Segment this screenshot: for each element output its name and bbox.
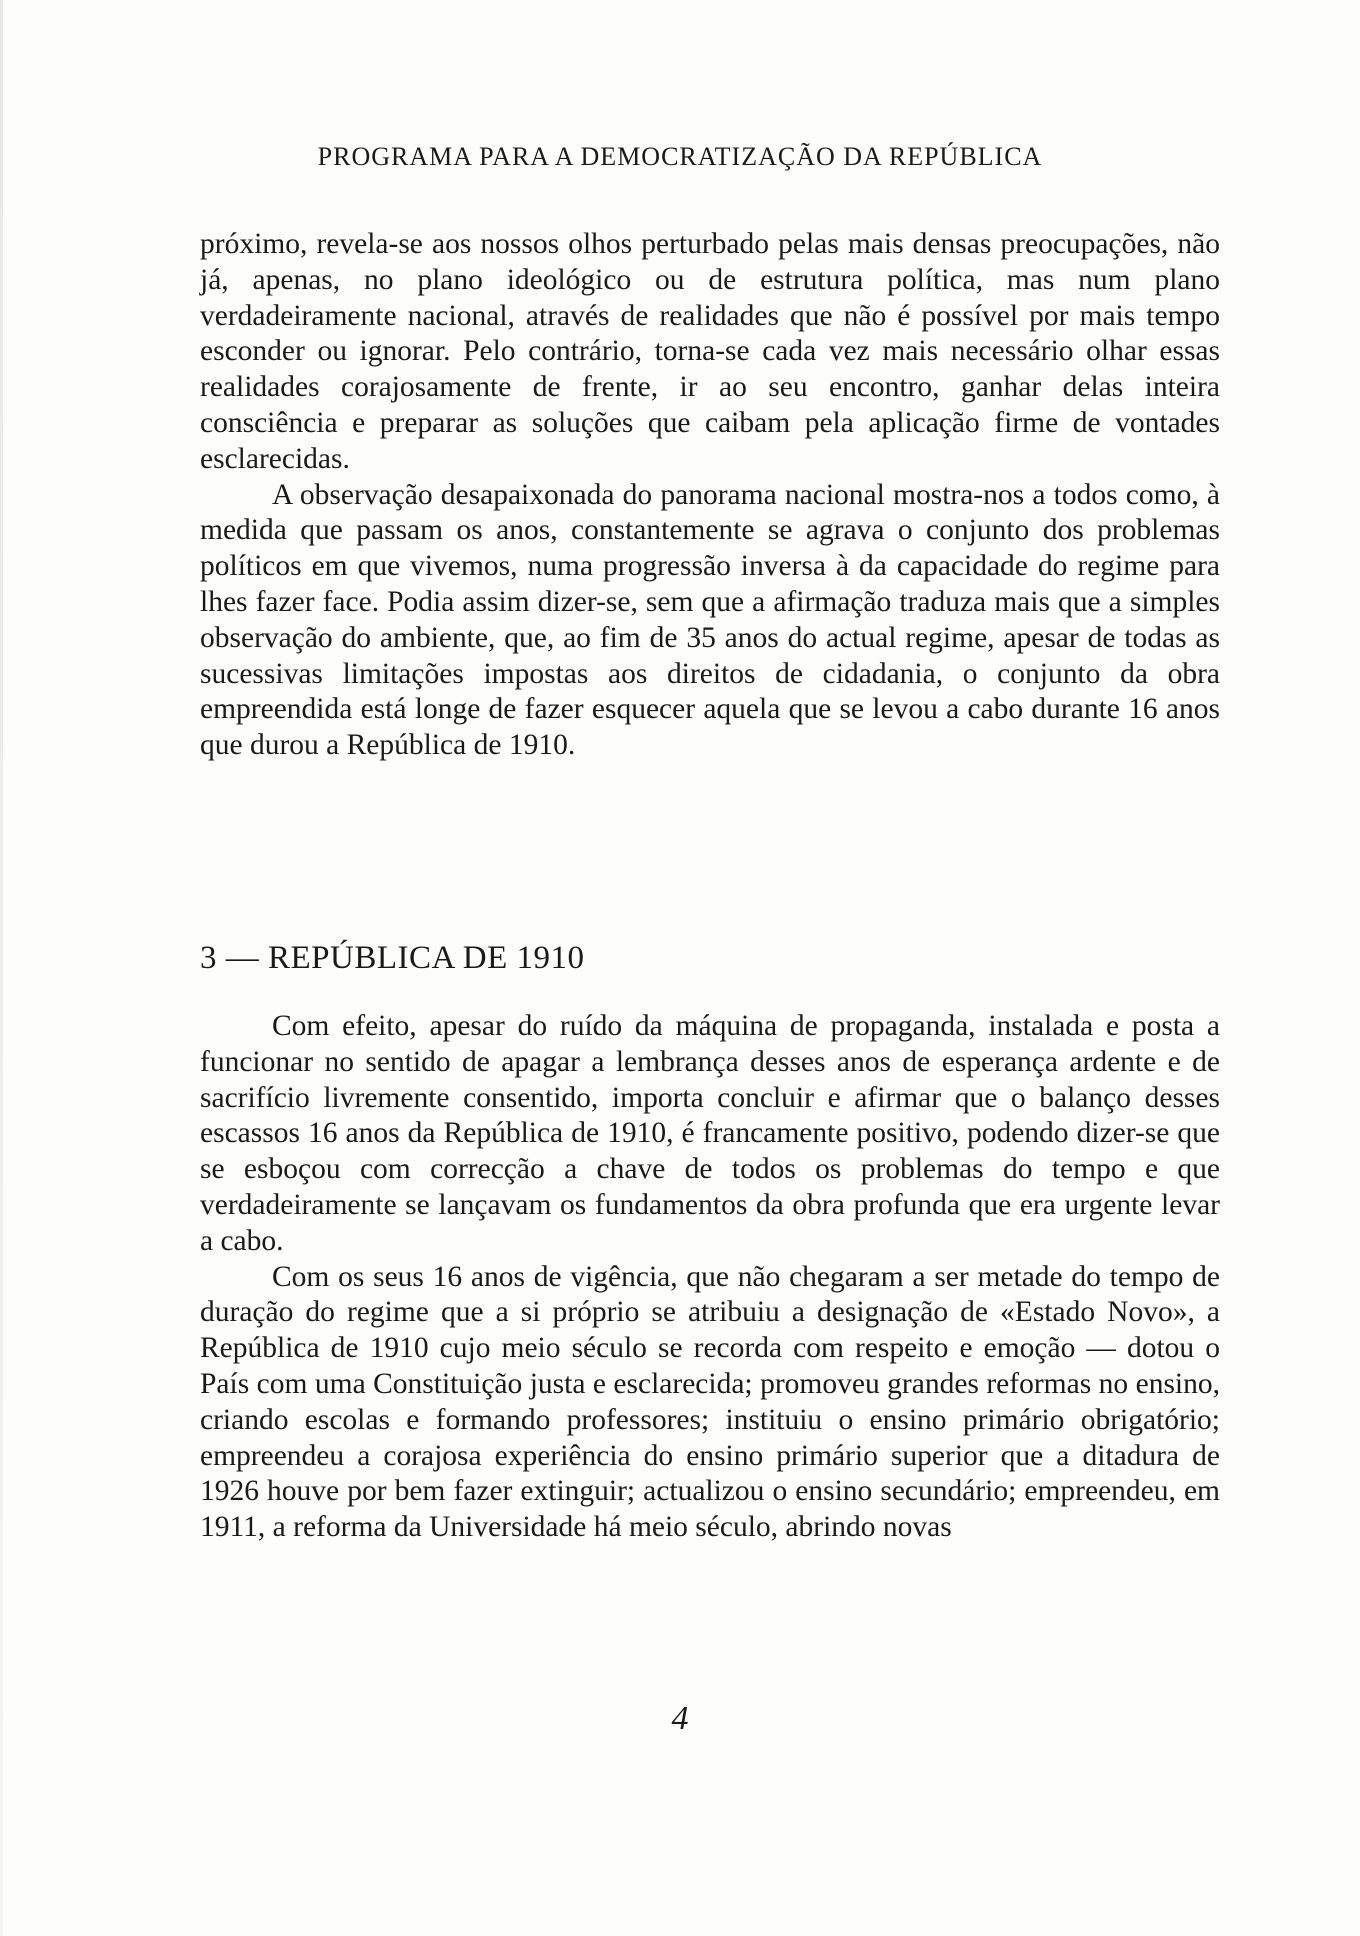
running-head: PROGRAMA PARA A DEMOCRATIZAÇÃO DA REPÚBLICA — [317, 142, 1043, 171]
text-block-intro — [200, 227, 1220, 764]
paragraph: próximo, revela-se aos nossos olhos perturbado pelas mais densas preocupações, não já, apenas, no plano ideológico ou de estrutura política, mas num plano verdadeiramente nacional, através de realidades que não é possível por mais tempo esconder ou ignorar. Pelo contrário, torna-se cada vez mais necessário olhar essas realidades corajosamente de frente, ir ao seu encontro, ganhar delas inteira consciência e preparar as soluções que caibam pela aplicação firme de vontades esclarecidas. — [200, 228, 1220, 475]
page-edge-shadow — [0, 0, 3, 1936]
page-number: 4 — [671, 1700, 689, 1737]
paragraph: A observação desapaixonada do panorama nacional mostra-nos a todos como, à medida que passam os anos, constantemente se agrava o conjunto dos problemas políticos em que vivemos, numa progressão inversa à da capacidade do regime para lhes fazer face. Podia assim dizer-se, sem que a afirmação traduza mais que a simples observação do ambiente, que, ao fim de 35 anos do actual regime, apesar de todas as sucessivas limitações impostas aos direitos de cidadania, o conjunto da obra empreendida está longe de fazer esquecer aquela que se levou a cabo durante 16 anos que durou a República de 1910. — [200, 478, 1220, 762]
section-heading: 3 — REPÚBLICA DE 1910 — [200, 940, 585, 976]
paragraph: Com os seus 16 anos de vigência, que não chegaram a ser metade do tempo de duração do regime que a si próprio se atribuiu a designação de «Estado Novo», a República de 1910 cujo meio século se recorda com respeito e emoção — dotou o País com uma Constituição justa e esclarecida; promoveu grandes reformas no ensino, criando escolas e formando professores; instituiu o ensino primário obrigatório; empreendeu a corajosa experiência do ensino primário superior que a ditadura de 1926 houve por bem fazer extinguir; actualizou o ensino secundário; empreendeu, em 1911, a reforma da Universidade há meio século, abrindo novas — [200, 1260, 1220, 1544]
text-block-section-3 — [200, 1009, 1220, 1546]
paragraph: Com efeito, apesar do ruído da máquina de propaganda, instalada e posta a funcionar no sentido de apagar a lembrança desses anos de esperança ardente e de sacrifício livremente consentido, importa concluir e afirmar que o balanço desses escassos 16 anos da República de 1910, é francamente positivo, podendo dizer-se que se esboçou com correcção a chave de todos os problemas do tempo e que verdadeiramente se lançavam os fundamentos da obra profunda que era urgente levar a cabo. — [200, 1010, 1220, 1257]
